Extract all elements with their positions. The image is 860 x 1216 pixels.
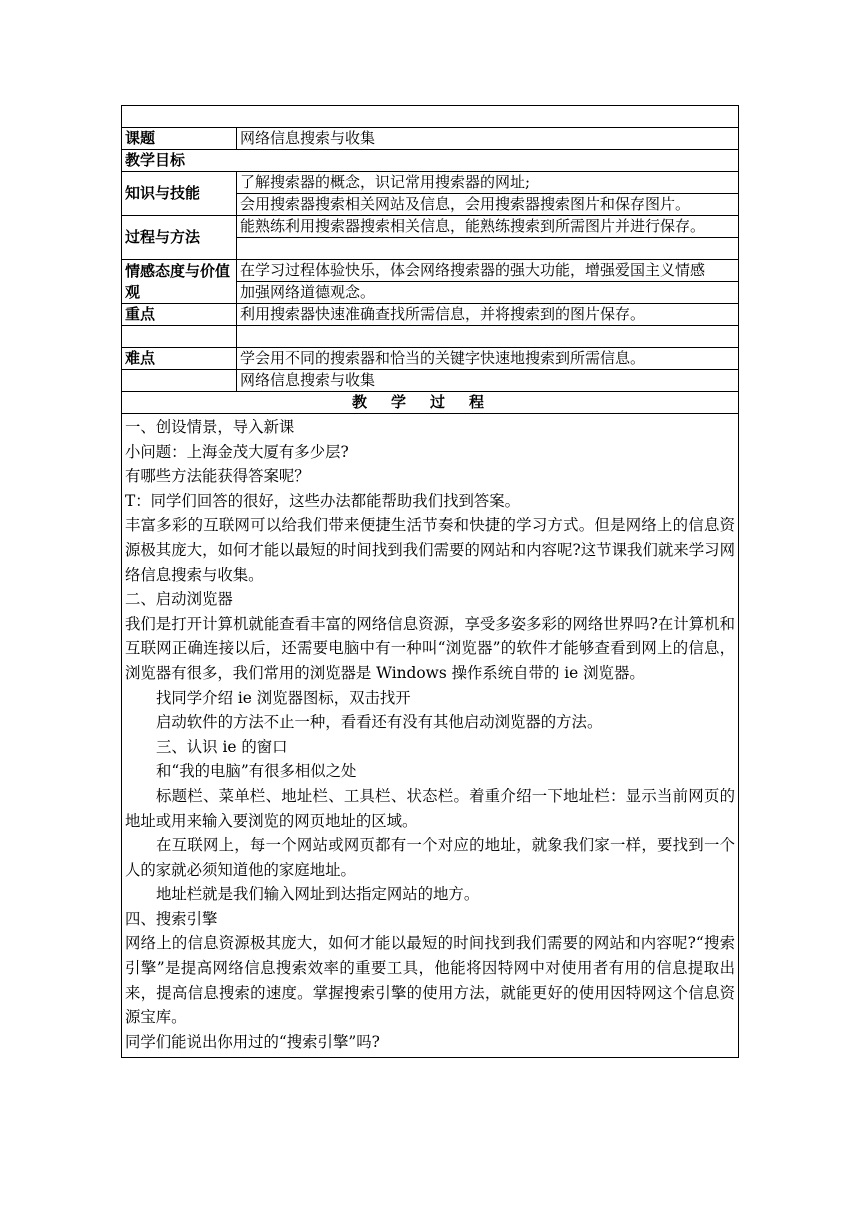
top-blank-row: [122, 106, 739, 128]
key-label: 重点: [122, 304, 237, 326]
process-line-1: 能熟练利用搜索器搜索相关信息，能熟练搜索到所需图片并进行保存。: [237, 216, 739, 238]
emotion-line-2: 加强网络道德观念。: [237, 282, 739, 304]
paragraph: 有哪些方法能获得答案呢？: [125, 467, 310, 486]
paragraph: 小问题：上海金茂大厦有多少层?: [125, 442, 349, 461]
heading-2: 二、启动浏览器: [125, 590, 233, 609]
difficult-row: [122, 348, 739, 370]
paragraph: 我们是打开计算机就能查看丰富的网络信息资源，享受多姿多彩的网络世界吗?在计算机和互联网正确连接以后，还需要电脑中有一种叫“浏览器”的软件才能够查看到网上的信息，浏览器有很多，我们常用的浏览器是 Windows 操作系统自带的 ie 浏览器。: [125, 614, 735, 682]
difficult-label: 难点: [122, 348, 237, 370]
paragraph: 同学们能说出你用过的“搜索引擎”吗?: [125, 1032, 380, 1051]
emotion-row-1: [122, 260, 739, 282]
knowledge-row-1: [122, 172, 739, 194]
lesson-table: [121, 105, 739, 1058]
paragraph: 找同学介绍 ie 浏览器图标，双击找开: [156, 688, 411, 707]
section-title-row: [122, 392, 739, 414]
extra-value: 网络信息搜索与收集: [237, 370, 739, 392]
key-row: [122, 304, 739, 326]
heading-4: 四、搜索引擎: [125, 909, 218, 928]
topic-label: 课题: [122, 128, 237, 150]
section-title: 教学过程: [122, 392, 739, 414]
topic-row: [122, 128, 739, 150]
goals-label: 教学目标: [122, 150, 739, 172]
paragraph: 地址栏就是我们输入网址到达指定网站的地方。: [156, 885, 480, 904]
paragraph: 在互联网上，每一个网站或网页都有一个对应的地址，就象我们家一样，要找到一个人的家就必须知道他的家庭地址。: [125, 836, 735, 879]
paragraph: 网络上的信息资源极其庞大，如何才能以最短的时间找到我们需要的网站和内容呢?“搜索引擎”是提高网络信息搜索效率的重要工具，他能将因特网中对使用者有用的信息提取出来，提高信息搜索的速度。掌握搜索引擎的使用方法，就能更好的使用因特网这个信息资源宝库。: [125, 934, 735, 1027]
paragraph: 和“我的电脑”有很多相似之处: [156, 762, 357, 781]
key-value: 利用搜索器快速准确查找所需信息，并将搜索到的图片保存。: [237, 304, 739, 326]
goals-row: [122, 150, 739, 172]
process-label: 过程与方法: [122, 216, 237, 260]
emotion-line-1: 在学习过程体验快乐，体会网络搜索器的强大功能，增强爱国主义情感: [237, 260, 739, 282]
difficult-value: 学会用不同的搜索器和恰当的关键字快速地搜索到所需信息。: [237, 348, 739, 370]
paragraph: 标题栏、菜单栏、地址栏、工具栏、状态栏。着重介绍一下地址栏：显示当前网页的地址或用来输入要浏览的网页地址的区域。: [125, 786, 735, 830]
key-blank-row: [122, 326, 739, 348]
topic-value: 网络信息搜索与收集: [237, 128, 739, 150]
knowledge-line-2: 会用搜索器搜索相关网站及信息，会用搜索器搜索图片和保存图片。: [237, 194, 739, 216]
paragraph: T：同学们回答的很好，这些办法都能帮助我们找到答案。: [125, 491, 521, 510]
process-row-1: [122, 216, 739, 238]
extra-row: [122, 370, 739, 392]
knowledge-label: 知识与技能: [122, 172, 237, 216]
emotion-label: 情感态度与价值观: [122, 260, 237, 304]
knowledge-line-1: 了解搜索器的概念，识记常用搜索器的网址;: [237, 172, 739, 194]
lesson-plan: [121, 105, 738, 1058]
process-body-row: [122, 414, 739, 1058]
paragraph: 启动软件的方法不止一种，看看还有没有其他启动浏览器的方法。: [156, 713, 603, 732]
heading-3: 三、认识 ie 的窗口: [156, 737, 288, 756]
process-body: [122, 414, 739, 1058]
heading-1: 一、创设情景，导入新课: [125, 418, 295, 436]
paragraph: 丰富多彩的互联网可以给我们带来便捷生活节奏和快捷的学习方式。但是网络上的信息资源极其庞大，如何才能以最短的时间找到我们需要的网站和内容呢?这节课我们就来学习网络信息搜索与收集。: [125, 516, 735, 584]
process-blank: [237, 238, 739, 260]
